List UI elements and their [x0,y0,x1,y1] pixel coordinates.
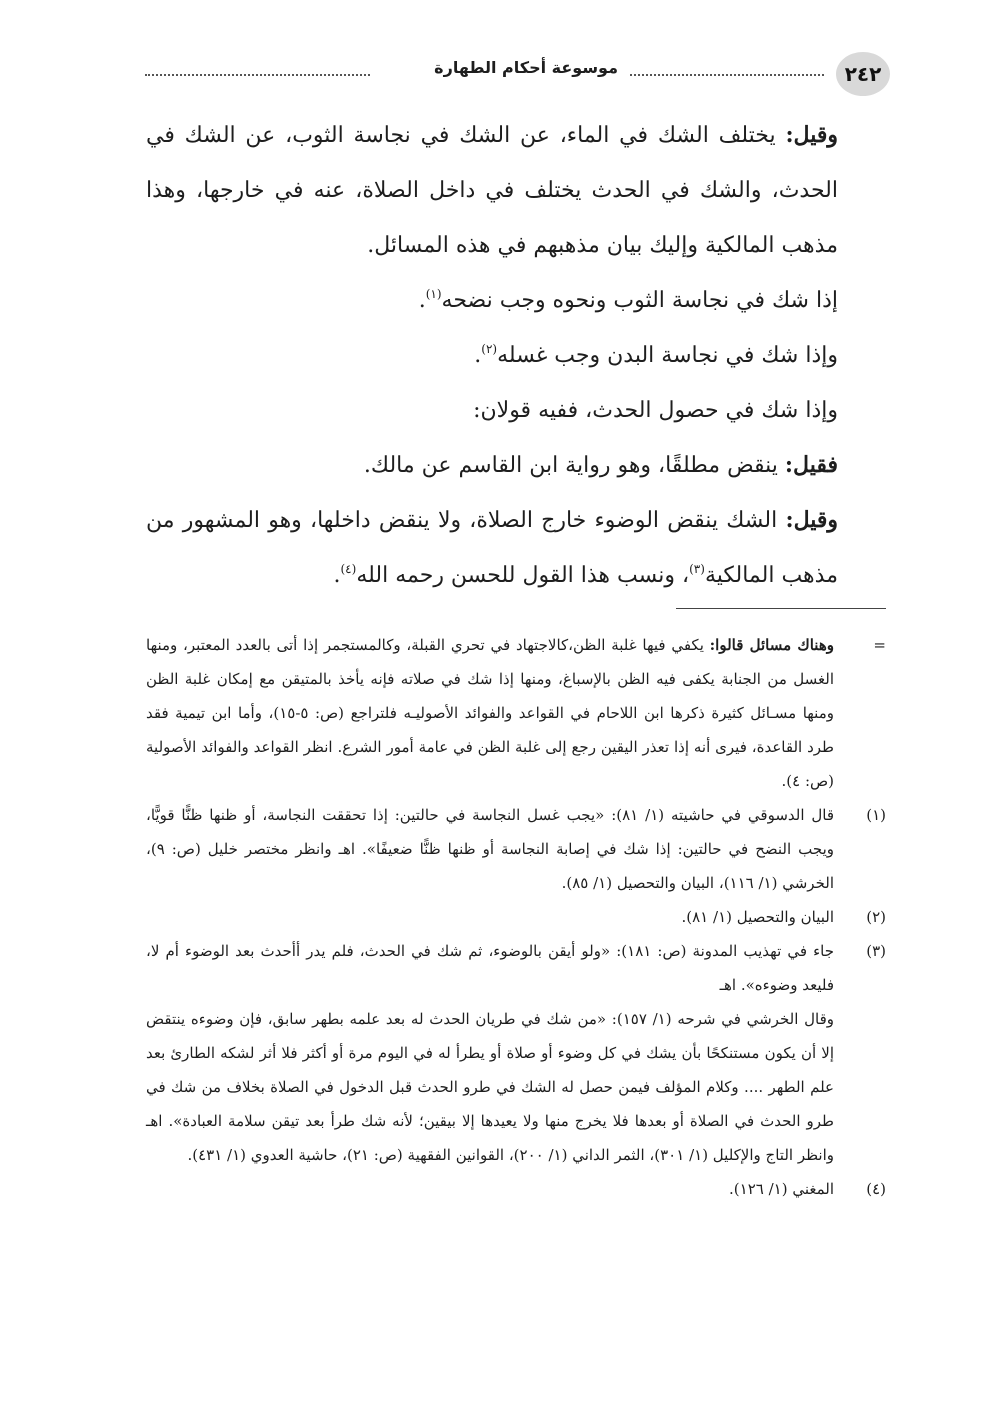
paragraph-2 [146,273,886,328]
paragraph-label: وقيل: [785,122,838,148]
paragraph-end: . [333,563,341,588]
footnote-ref-2[interactable]: (٢) [481,342,498,356]
footnote-text: يكفي فيها غلبة الظن،كالاجتهاد في تحري القبلة، وكالمستجمر إذا أتى بالعدد المعتبر، ومنها الغسل من الجنابة يكفى فيه الظن بالإسباغ، ومنها إذا شك في صلاته فإنه يأخذ بالمتيقن مع إمكان غلبة الظن ومنها مسـائل كثيرة ذكرها ابن اللاحام في القواعد والفوائد الأصوليـه فلتراجع (ص: ٥-١٥)، وأما ابن تيمية فقد طرد القاعدة، فيرى أنه إذا تعذر اليقين رجع إلى غلبة الظن في عامة أمور الشرع. انظر القواعد والفوائد الأصولية (ص: ٤). [146,636,834,790]
footnote-text: البيان والتحصيل (١/ ٨١). [681,908,834,926]
paragraph-1 [146,108,886,273]
footnote-text: قال الدسوقي في حاشيته (١/ ٨١): «يجب غسل النجاسة في حالتين: إذا تحققت النجاسة، أو ظنها ظنًّا قويًّا، ويجب النضح في حالتين: إذا شك في إصابة النجاسة أو ظنها ظنًّا ضعيفًا». اهـ وانظر مختصر خليل (ص: ٩)، الخرشي (١/ ١١٦)، البيان والتحصيل (١/ ٨٥). [146,806,835,892]
footnote-separator [676,608,886,609]
paragraph-text: ، ونسب هذا القول للحسن رحمه الله [356,563,690,588]
paragraph-4 [146,383,886,438]
footnote-marker: (١) [866,806,886,824]
paragraph-label: فقيل: [784,452,838,478]
footnote-marker: (٢) [866,908,886,926]
footnote-body [146,934,834,1172]
footnote-ref-4[interactable]: (٤) [340,562,357,576]
footnote-body [146,628,834,798]
paragraph-end: . [418,288,426,313]
paragraph-text: إذا شك في نجاسة الثوب ونحوه وجب نضحه [441,288,838,313]
paragraph-3 [146,328,886,383]
paragraph-text: الشك ينقض الوضوء خارج الصلاة، ولا ينقض داخلها، وهو المشهور من مذهب المالكية [146,508,838,588]
paragraph-end: . [474,343,482,368]
footnote-3 [146,934,886,1172]
footnote-continuation [146,628,886,798]
footnote-label: وهناك مسائل قالوا: [709,636,834,654]
paragraph-text: وإذا شك في نجاسة البدن وجب غسله [497,343,838,368]
footnote-marker: = [873,636,886,654]
paragraph-5 [146,438,886,493]
paragraph-text: ينقض مطلقًا، وهو رواية ابن القاسم عن مالك. [363,453,778,478]
footnote-2 [146,900,886,934]
footnote-marker: (٣) [866,942,886,960]
footnote-marker: (٤) [866,1180,886,1198]
paragraph-text: يختلف الشك في الماء، عن الشك في نجاسة الثوب، عن الشك في الحدث، والشك في الحدث يختلف في داخل الصلاة، عنه في خارجها، وهذا مذهب المالكية وإليك بيان مذهبهم في هذه المسائل. [146,123,838,258]
footnote-4 [146,1172,886,1206]
footnotes [146,628,886,1206]
paragraph-text: وإذا شك في حصول الحدث، ففيه قولان: [473,398,838,423]
page-header [145,44,890,104]
paragraph-6 [146,493,886,603]
header-dotted-rule-left [145,74,370,76]
header-dotted-rule-right [630,74,824,76]
footnote-1 [146,798,886,900]
page-number-badge: ٢٤٢ [836,52,890,96]
footnote-text: المغني (١/ ١٢٦). [729,1180,834,1198]
footnote-text: وقال الخرشي في شرحه (١/ ١٥٧): «من شك في طريان الحدث له بعد علمه بطهر سابق، فإن وضوءه ينتقض إلا أن يكون مستنكحًا بأن يشك في كل وضوء أو صلاة أو يطرأ له في اليوم مرة أو أكثر فلا أثر لشكه الطارئ بعد علم الطهر .... وكلام المؤلف فيمن حصل له الشك في طرو الحدث قبل الدخول في الصلاة بخلاف من شك في طرو الحدث في الصلاة أو بعدها فلا يخرج منها ولا يعيدها إلا بيقين؛ لأنه شك طرأ بعد تيقن سلامة العبادة». اهـ وانظر التاج والإكليل (١/ ٣٠١)، الثمر الداني (١/ ٢٠٠)، القوانين الفقهية (ص: ٢١)، حاشية العدوي (١/ ٤٣١). [146,1010,834,1164]
main-text [146,108,886,603]
book-title: موسوعة أحكام الطهارة [434,58,618,77]
footnote-ref-3[interactable]: (٣) [689,562,705,576]
footnote-ref-1[interactable]: (١) [425,287,442,301]
paragraph-label: وقيل: [785,507,839,533]
footnote-text: جاء في تهذيب المدونة (ص: ١٨١): «ولو أيقن بالوضوء، ثم شك في الحدث، فلم يدر أأحدث بعد الوضوء أم لا، فليعد وضوءه». اهـ [146,942,834,994]
